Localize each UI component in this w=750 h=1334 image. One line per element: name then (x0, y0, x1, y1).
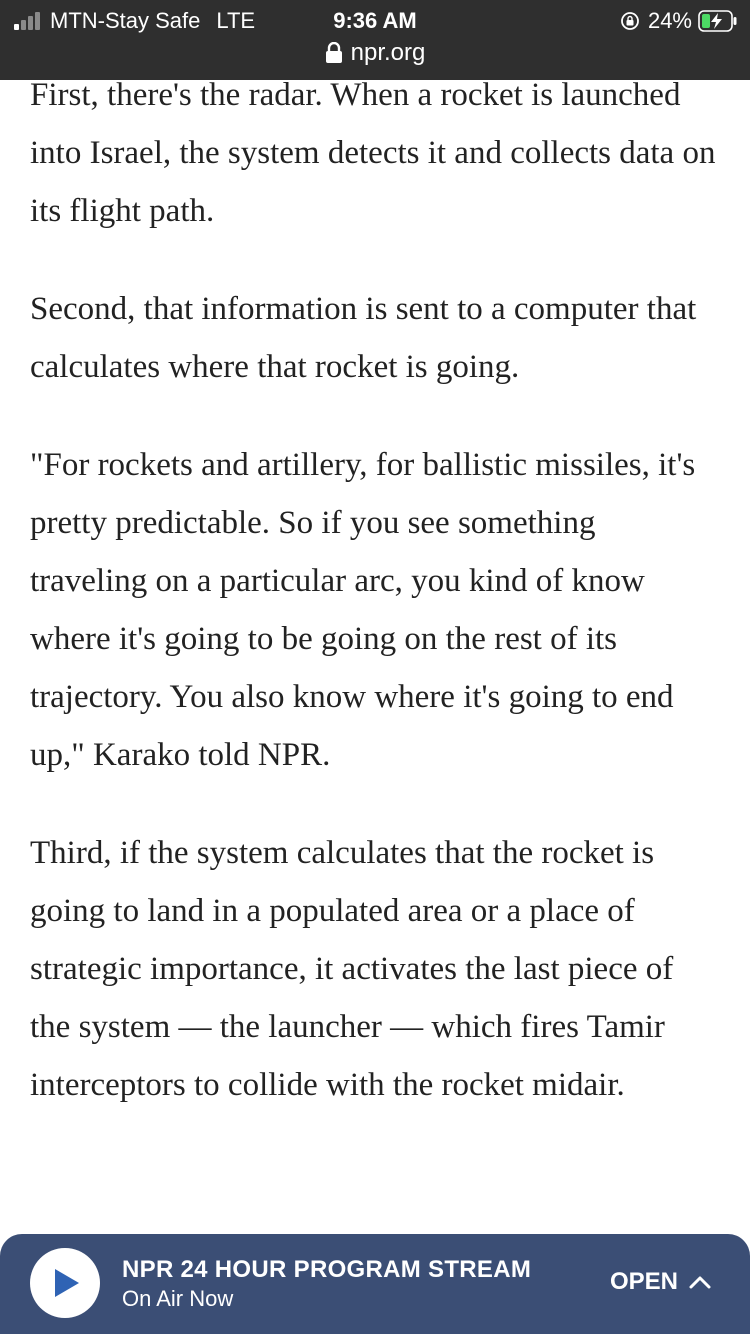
carrier-name: MTN-Stay Safe (50, 8, 201, 33)
battery-charging-icon (698, 10, 738, 32)
open-label: OPEN (609, 1268, 678, 1295)
article-paragraph: Second, that information is sent to a computer that calculates where that rocket is going. (30, 291, 697, 385)
play-button[interactable] (30, 1248, 100, 1318)
article-paragraph: First, there's the radar. When a rocket is launched into Israel, the system detects it and collects data on its flight path. (30, 77, 716, 229)
chevron-up-icon (688, 1274, 712, 1290)
play-icon (53, 1267, 81, 1299)
article-body (30, 66, 720, 1154)
address-bar[interactable] (0, 38, 750, 68)
status-time: 9:36 AM (333, 8, 417, 33)
lock-icon (325, 42, 343, 64)
article-paragraph: Third, if the system calculates that the rocket is going to land in a populated area or a place of strategic importance, it activates the last piece of the system — the launcher — which fires Tamir interceptors to collide with the rocket midair. (30, 835, 674, 1103)
status-right (620, 6, 738, 36)
orientation-lock-icon (620, 11, 640, 31)
article-paragraph: "For rockets and artillery, for ballistic missiles, it's pretty predictable. So if you see something traveling on a particular arc, you kind of know where it's going to be going on the rest of its trajectory. You also know where it's going to end up," Karako told NPR. (30, 447, 696, 773)
network-type: LTE (216, 8, 256, 33)
url-text: npr.org (350, 39, 426, 66)
stream-subtitle: On Air Now (122, 1286, 234, 1311)
stream-title: NPR 24 HOUR PROGRAM STREAM (122, 1256, 532, 1283)
open-button[interactable] (610, 1268, 712, 1296)
battery-percent: 24% (647, 8, 692, 33)
stream-player-bar[interactable] (0, 1234, 750, 1334)
